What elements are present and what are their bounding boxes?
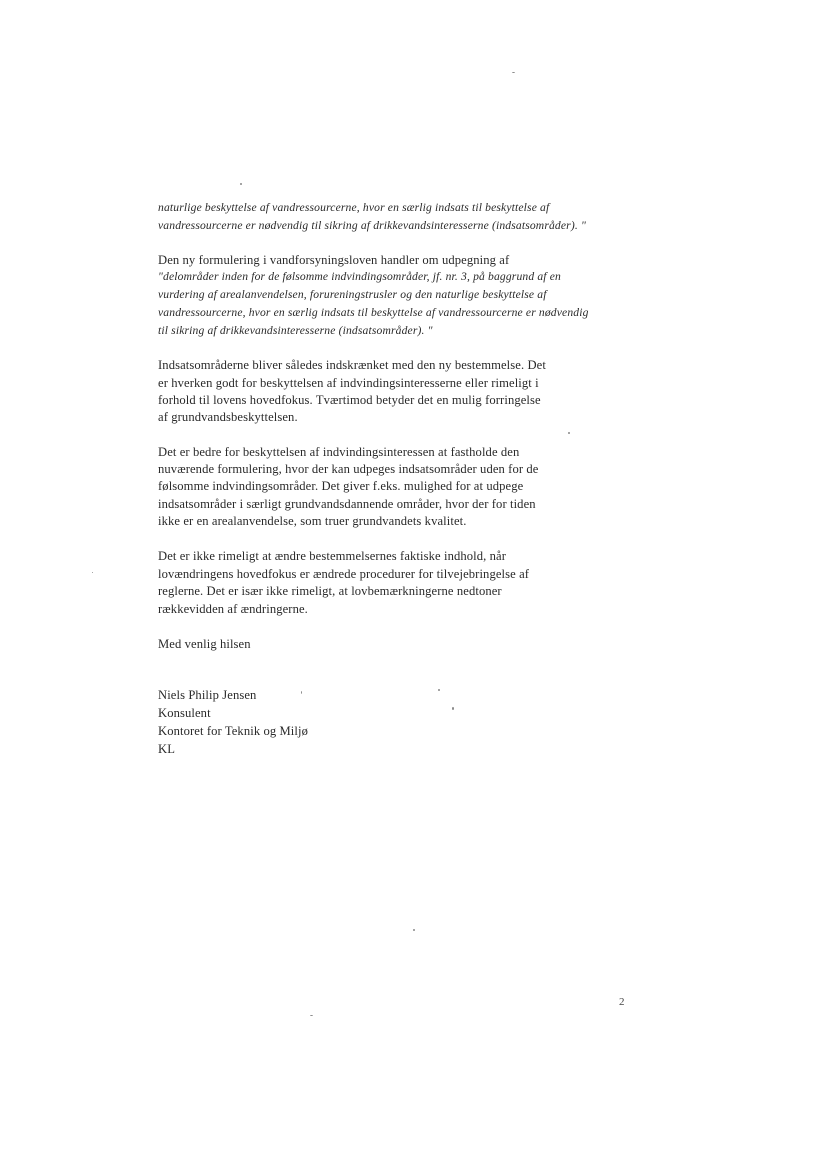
paragraph-line: rækkevidden af ændringerne. [158,602,308,616]
paragraph-line: reglerne. Det er især ikke rimeligt, at lovbemærkningerne nedtoner [158,584,502,598]
quote-line: vandressourcerne, hvor en særlig indsats til beskyttelse af vandressourcerne er nødvendig [158,306,589,319]
signature-name: Niels Philip Jensen [158,688,257,702]
scan-speck [452,707,454,710]
scan-speck [301,691,302,694]
paragraph-line: Indsatsområderne bliver således indskrænket med den ny bestemmelse. Det [158,358,546,372]
signature-organization: KL [158,742,175,756]
page-number: 2 [619,996,625,1008]
paragraph-line: følsomme indvindingsområder. Det giver f.eks. mulighed for at udpege [158,479,524,493]
quote-line: til sikring af drikkevandsinteresserne (indsatsområder). " [158,324,433,337]
scan-speck [512,72,515,73]
scan-speck [568,432,570,434]
signature-title: Konsulent [158,706,211,720]
paragraph-line: Det er ikke rimeligt at ændre bestemmelsernes faktiske indhold, når [158,549,507,563]
quote-line: "delområder inden for de følsomme indvindingsområder, jf. nr. 3, på baggrund af en [158,270,561,283]
paragraph-line: er hverken godt for beskyttelsen af indvindingsinteresserne eller rimeligt i [158,376,539,390]
quote-line: vurdering af arealanvendelsen, forureningstrusler og den naturlige beskyttelse af [158,288,547,301]
scan-speck [310,1015,313,1016]
paragraph-line: Den ny formulering i vandforsyningsloven handler om udpegning af [158,253,510,267]
scan-speck [413,929,415,931]
paragraph-line: forhold til lovens hovedfokus. Tværtimod betyder det en mulig forringelse [158,393,541,407]
quote-line: naturlige beskyttelse af vandressourcerne, hvor en særlig indsats til beskyttelse af [158,201,550,214]
scan-speck [92,572,93,573]
quote-line: vandressourcerne er nødvendig til sikring af drikkevandsinteresserne (indsatsområder). " [158,219,586,232]
paragraph-line: ikke er en arealanvendelse, som truer grundvandets kvalitet. [158,514,467,528]
signature-office: Kontoret for Teknik og Miljø [158,724,308,738]
scan-speck [240,183,242,185]
paragraph-line: af grundvandsbeskyttelsen. [158,410,298,424]
paragraph-line: lovændringens hovedfokus er ændrede procedurer for tilvejebringelse af [158,567,530,581]
closing-salutation: Med venlig hilsen [158,637,251,651]
paragraph-line: indsatsområder i særligt grundvandsdannende områder, hvor der for tiden [158,497,536,511]
scan-speck [438,689,440,691]
paragraph-line: Det er bedre for beskyttelsen af indvindingsinteressen at fastholde den [158,445,520,459]
paragraph-line: nuværende formulering, hvor der kan udpeges indsatsområder uden for de [158,462,539,476]
